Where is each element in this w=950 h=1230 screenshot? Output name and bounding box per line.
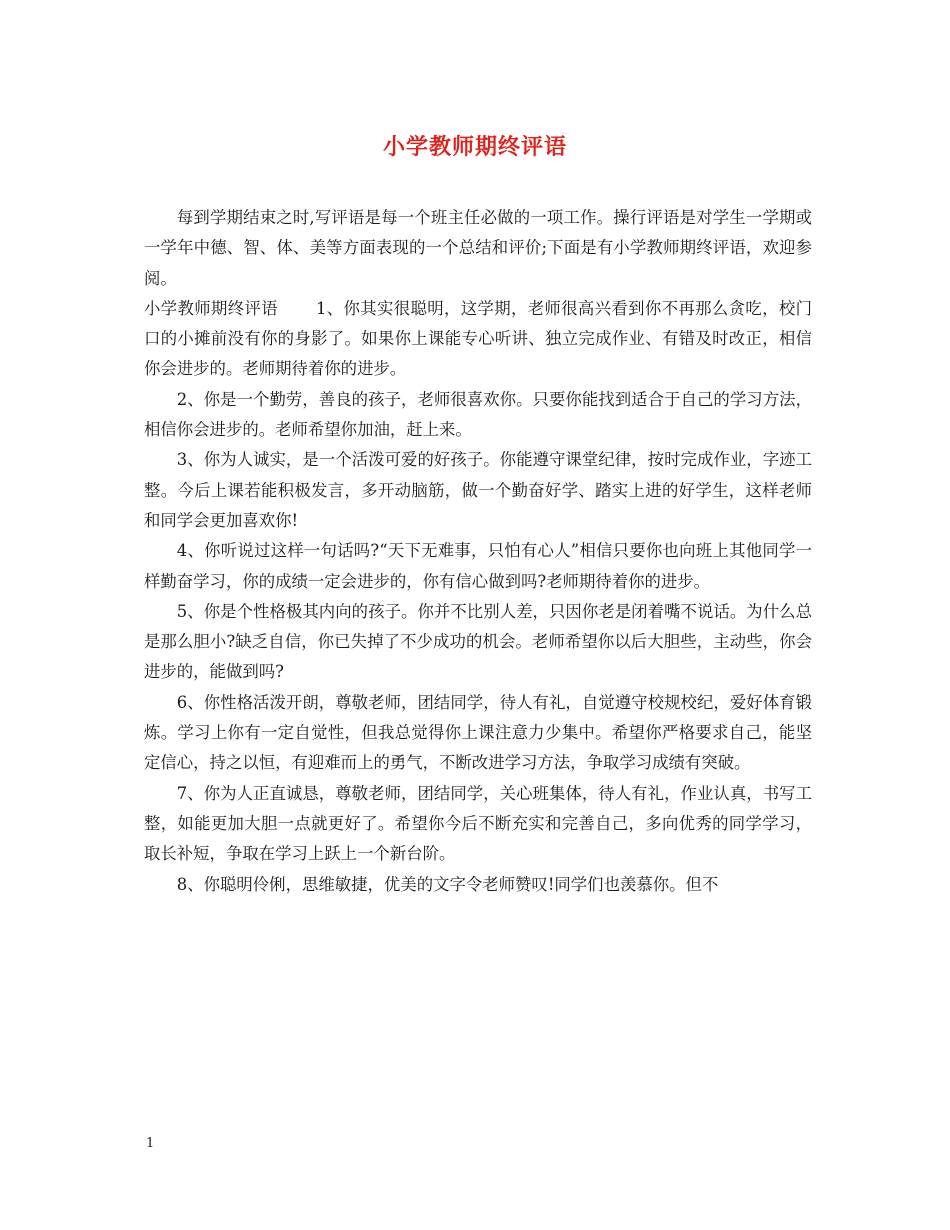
document-body — [144, 203, 812, 900]
intro-paragraph: 每到学期结束之时,写评语是每一个班主任必做的一项工作。操行评语是对学生一学期或一学年中德、智、体、美等方面表现的一个总结和评价;下面是有小学教师期终评语，欢迎参阅。 — [144, 208, 812, 288]
paragraph-item-6: 6、你性格活泼开朗，尊敬老师，团结同学，待人有礼，自觉遵守校规校纪，爱好体育锻炼。学习上你有一定自觉性，但我总觉得你上课注意力少集中。希望你严格要求自己，能坚定信心，持之以恒，有迎难而上的勇气，不断改进学习方法，争取学习成绩有突破。 — [144, 692, 812, 773]
paragraph-item-3: 3、你为人诚实，是一个活泼可爱的好孩子。你能遵守课堂纪律，按时完成作业，字迹工整。今后上课若能积极发言，多开动脑筋，做一个勤奋好学、踏实上进的好学生，这样老师和同学会更加喜欢你! — [144, 450, 812, 530]
paragraph-item-1 — [144, 294, 812, 385]
document-title: 小学教师期终评语 — [382, 134, 567, 160]
item-1-text: 1、你其实很聪明，这学期，老师很高兴看到你不再那么贪吃，校门口的小摊前没有你的身影了。如果你上课能专心听讲、独立完成作业、有错及时改正，相信你会进步的。老师期待着你的进步。 — [144, 298, 812, 379]
paragraph-item-4: 4、你听说过这样一句话吗?“天下无难事，只怕有心人”相信只要你也向班上其他同学一样勤奋学习，你的成绩一定会进步的，你有信心做到吗?老师期待着你的进步。 — [144, 541, 812, 591]
paragraph-item-7: 7、你为人正直诚恳，尊敬老师，团结同学，关心班集体，待人有礼，作业认真，书写工整，如能更加大胆一点就更好了。希望你今后不断充实和完善自己，多向优秀的同学学习，取长补短，争取在学习上跃上一个新台阶。 — [144, 783, 812, 864]
paragraph-item-5: 5、你是个性格极其内向的孩子。你并不比别人差，只因你老是闭着嘴不说话。为什么总是那么胆小?缺乏自信，你已失掉了不少成功的机会。老师希望你以后大胆些，主动些，你会进步的，能做到吗? — [144, 601, 812, 682]
paragraph-item-2: 2、你是一个勤劳，善良的孩子，老师很喜欢你。只要你能找到适合于自己的学习方法，相信你会进步的。老师希望你加油，赶上来。 — [144, 389, 812, 440]
page-number: 1 — [146, 1136, 155, 1151]
paragraph-item-8: 8、你聪明伶俐，思维敏捷，优美的文字令老师赞叹!同学们也羡慕你。但不 — [176, 874, 719, 894]
section-label: 小学教师期终评语 — [144, 298, 278, 318]
